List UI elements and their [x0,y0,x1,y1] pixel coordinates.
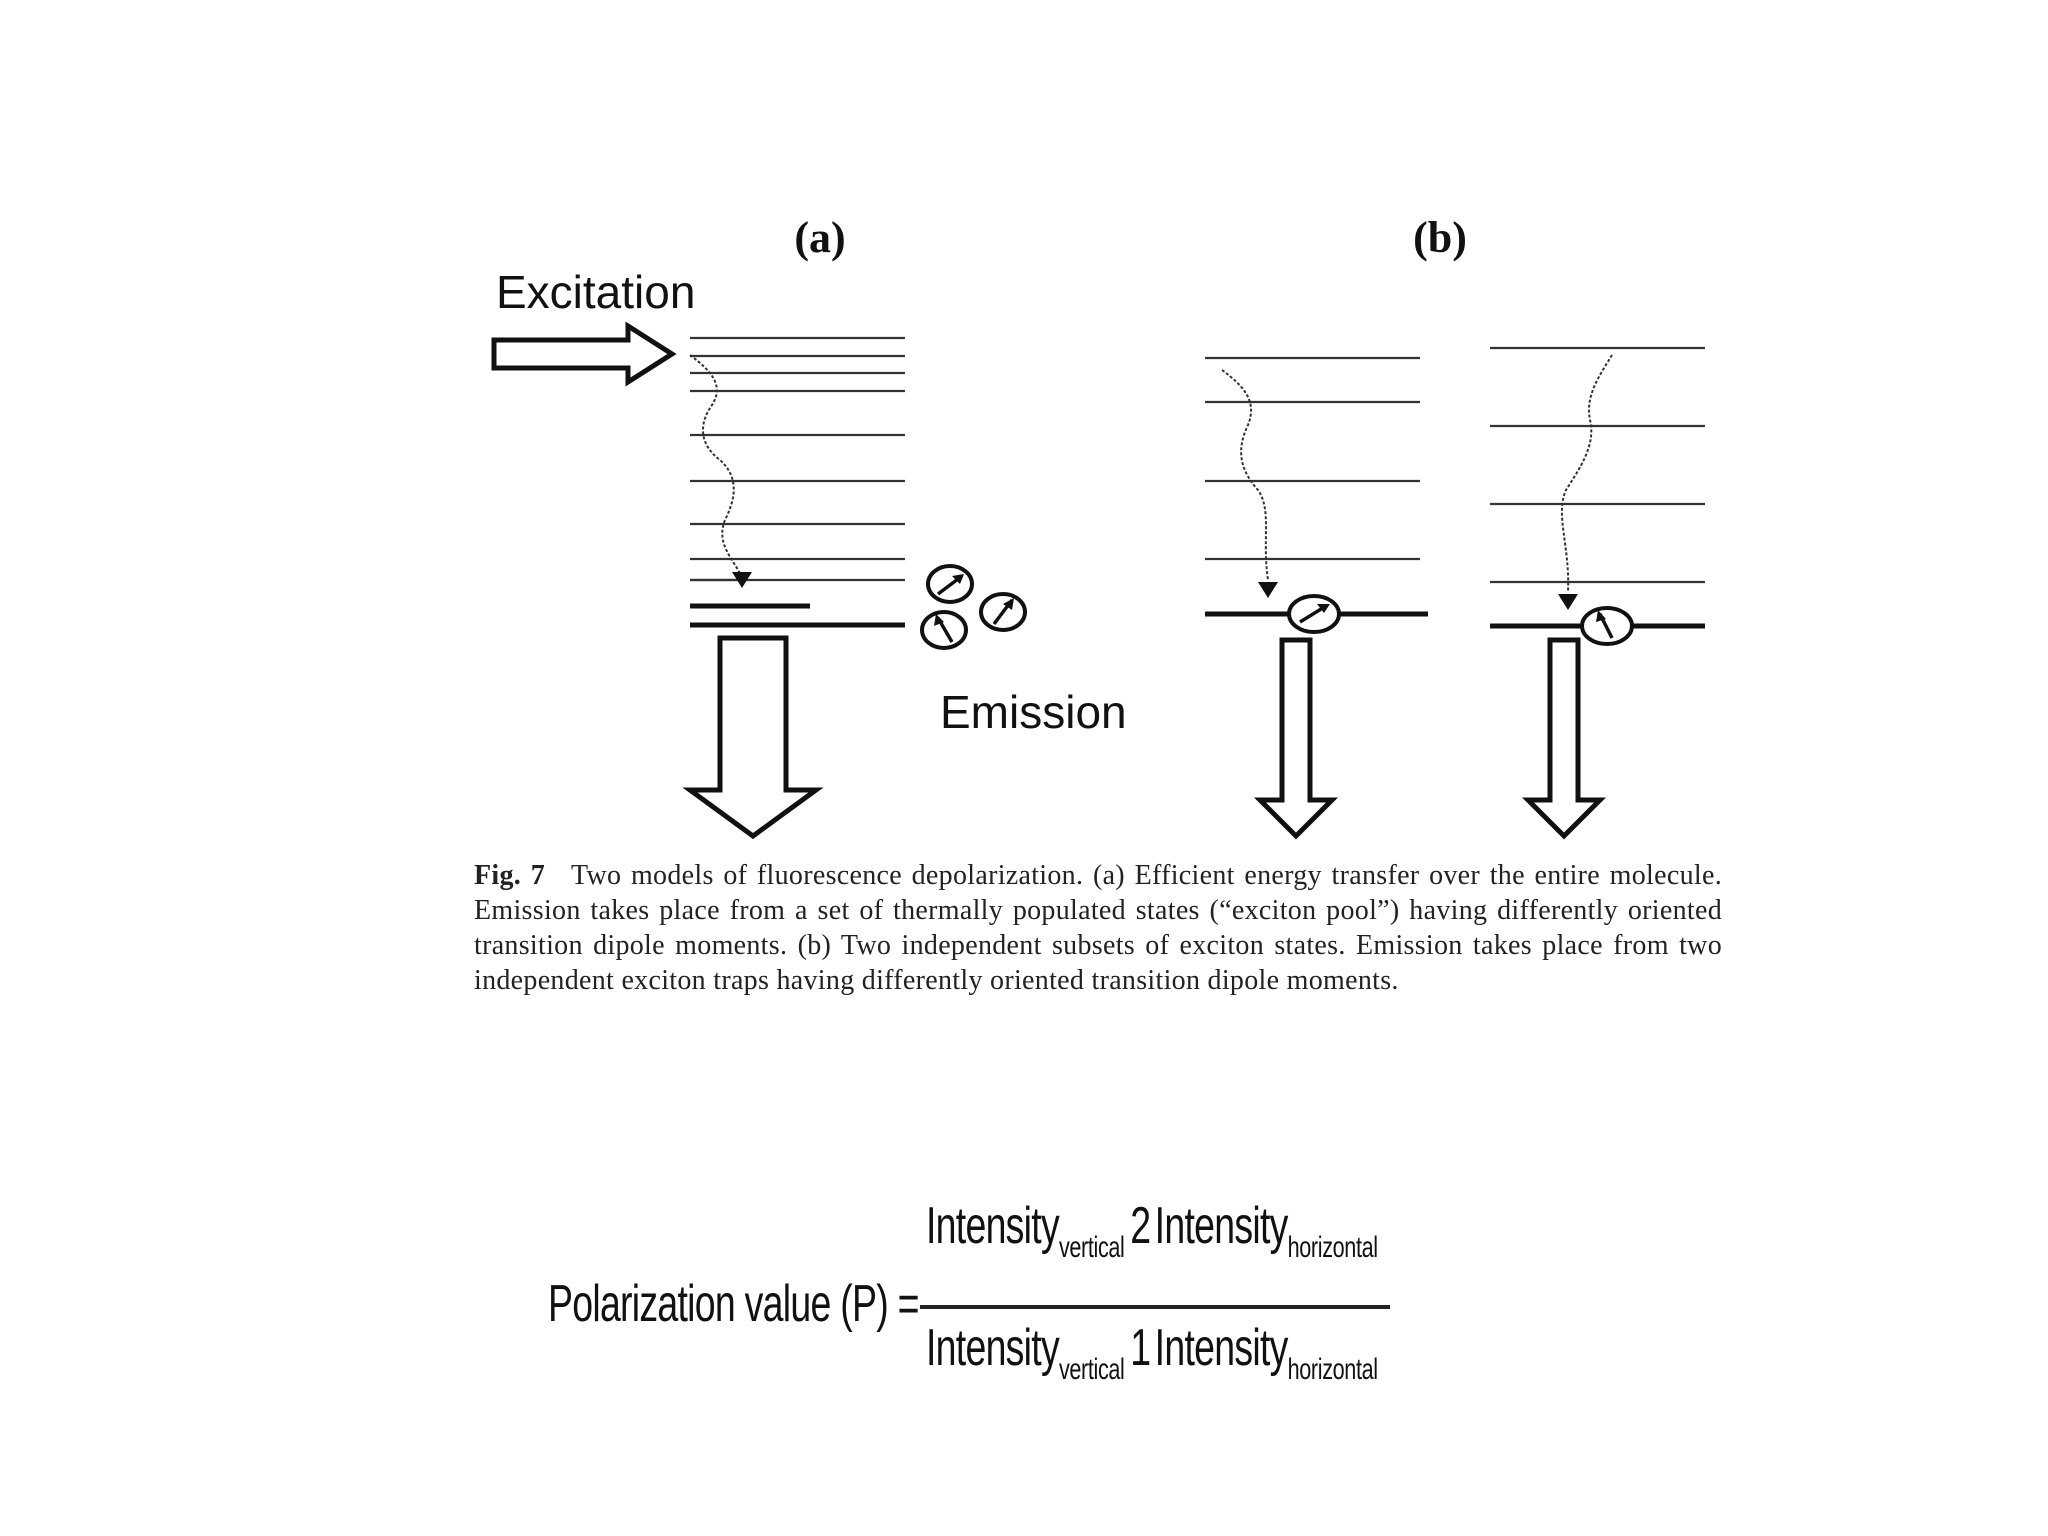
emission-label: Emission [940,686,1127,738]
numerator-term2: Intensity [1154,1197,1288,1255]
formula-denominator [926,1318,1378,1387]
figure-caption [474,858,1722,998]
panel-b-left-relaxation-arrowhead [1258,582,1278,598]
numerator-term1: Intensity [926,1197,1059,1255]
panel-b-right-emission-arrow [1528,640,1600,836]
numerator-operator: 2 [1130,1197,1151,1255]
denominator-term1: Intensity [926,1319,1059,1377]
numerator-sub1: vertical [1058,1231,1125,1264]
panel-b-label: (b) [1413,213,1467,262]
panel-b-right-relaxation-arrowhead [1558,594,1578,610]
dipole-icon [1289,596,1339,632]
dipole-icon [922,612,966,648]
numerator-sub2: horizontal [1287,1231,1378,1264]
excitation-arrow [494,326,672,382]
caption-figure-label: Fig. 7 [474,860,546,891]
excitation-label: Excitation [496,266,696,318]
dipole-icon [1582,608,1632,644]
panel-a-levels [690,338,905,625]
panel-a-emission-arrow [690,638,816,836]
fraction-bar [920,1305,1390,1309]
exciton-pool [922,566,1025,648]
dipole-icon [928,566,972,602]
panel-b-left-emission-arrow [1260,640,1332,836]
denominator-sub2: horizontal [1287,1353,1378,1386]
denominator-term2: Intensity [1154,1319,1288,1377]
formula-numerator [926,1196,1378,1265]
panel-b-right-levels [1490,348,1705,626]
panel-b-left-levels [1205,358,1428,614]
panel-b-right-relaxation-path [1562,355,1612,592]
dipole-icon [981,594,1025,630]
denominator-operator: 1 [1130,1319,1151,1377]
formula-lhs: Polarization value (P) = [548,1275,919,1333]
caption-text: Two models of fluorescence depolarization. (a) Efficient energy transfer over the entire molecule. Emission takes place from a set of thermally populated states (“exciton pool”) having differently oriented transition dipole moments. (b) Two independent subsets of exciton states. Emission takes place from two independent exciton traps having differently oriented transition dipole moments. [474,860,1722,996]
denominator-sub1: vertical [1058,1353,1125,1386]
panel-a-relaxation-path [690,355,742,578]
panel-a-label: (a) [794,213,846,262]
polarization-formula [548,1196,1408,1436]
